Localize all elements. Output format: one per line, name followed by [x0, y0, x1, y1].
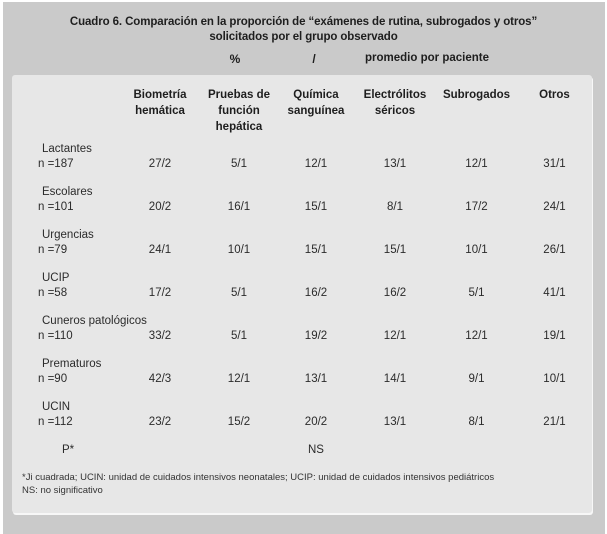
- value-cell: 13/1: [304, 373, 328, 385]
- value-cell: 10/1: [543, 373, 566, 385]
- table-title-line2: solicitados por el grupo observado: [209, 31, 398, 43]
- row-group-label: Cuneros patológicos: [42, 315, 147, 327]
- measure-row: [0, 52, 607, 66]
- header-row: [12, 75, 592, 135]
- value-cell: 12/1: [383, 330, 407, 342]
- value-cell: 5/1: [231, 287, 247, 299]
- value-cell: 9/1: [468, 373, 485, 385]
- table-panel: [12, 75, 592, 513]
- value-cell: 13/1: [383, 158, 407, 170]
- measure-label: promedio por paciente: [365, 52, 489, 64]
- table-title-line1: Cuadro 6. Comparación en la proporción de “exámenes de rutina, subrogados y otros”: [69, 16, 538, 28]
- value-cell: 10/1: [465, 244, 488, 256]
- column-header-subrogados: Subrogados: [442, 89, 511, 101]
- row-label-cell: [12, 357, 120, 387]
- row-label-cell: [12, 314, 147, 344]
- table-row-urgencias: [12, 215, 592, 258]
- row-group-label: Prematuros: [42, 358, 102, 370]
- value-cell: 19/1: [543, 330, 566, 342]
- p-value-row: [12, 430, 592, 458]
- column-header-quimica-sanguinea: Química sanguínea: [287, 89, 345, 117]
- value-cell: 17/2: [465, 201, 488, 213]
- value-cell: 12/1: [465, 330, 488, 342]
- table-row-prematuros: [12, 344, 592, 387]
- footnotes: [12, 471, 592, 497]
- row-label-cell: [12, 228, 120, 258]
- header-spacer: [12, 87, 120, 135]
- row-group-label: UCIN: [42, 401, 71, 413]
- value-cell: 15/1: [383, 244, 407, 256]
- row-label-cell: [12, 271, 120, 301]
- row-label-cell: [12, 400, 120, 430]
- value-cell: 33/2: [148, 330, 172, 342]
- value-cell: 24/1: [543, 201, 566, 213]
- table-row-escolares: [12, 172, 592, 215]
- value-cell: 21/1: [543, 416, 566, 428]
- value-cell: 26/1: [543, 244, 566, 256]
- value-cell: 20/2: [148, 201, 172, 213]
- footnote-line-1: *Ji cuadrada; UCIN: unidad de cuidados intensivos neonatales; UCIP: unidad de cuidados intensivos pediátricos: [22, 472, 495, 483]
- percent-symbol: %: [229, 52, 241, 66]
- row-n-label: n =112: [38, 416, 73, 428]
- value-cell: 8/1: [387, 201, 403, 213]
- row-n-label: n =58: [38, 287, 68, 299]
- column-header-biometria-hematica: Biometría hemática: [133, 89, 187, 117]
- value-cell: 15/1: [304, 201, 328, 213]
- value-cell: 12/1: [465, 158, 488, 170]
- value-cell: 5/1: [468, 287, 485, 299]
- column-header-pruebas-funcion-hepatica: Pruebas de función hepática: [208, 89, 270, 133]
- value-cell: 24/1: [148, 244, 172, 256]
- value-cell: 27/2: [148, 158, 172, 170]
- value-cell: 10/1: [227, 244, 251, 256]
- value-cell: 14/1: [383, 373, 407, 385]
- value-cell: 41/1: [543, 287, 566, 299]
- value-cell: 19/2: [304, 330, 328, 342]
- value-cell: 16/1: [227, 201, 251, 213]
- value-cell: 8/1: [468, 416, 485, 428]
- p-row-value: NS: [308, 444, 324, 456]
- value-cell: 15/2: [227, 416, 251, 428]
- table-title: [0, 0, 607, 45]
- value-cell: 16/2: [304, 287, 328, 299]
- value-cell: 16/2: [383, 287, 407, 299]
- row-n-label: n =110: [38, 330, 73, 342]
- table-row-cuneros-patologicos: [12, 301, 592, 344]
- table-row-ucin: [12, 387, 592, 430]
- row-group-label: UCIP: [42, 272, 70, 284]
- row-n-label: n =187: [38, 158, 74, 170]
- table-row-lactantes: [12, 135, 592, 172]
- value-cell: 12/1: [304, 158, 328, 170]
- value-cell: 20/2: [304, 416, 328, 428]
- row-n-label: n =79: [38, 244, 68, 256]
- footnote-line-2: NS: no significativo: [22, 485, 103, 496]
- p-row-label: P*: [62, 444, 75, 456]
- row-group-label: Urgencias: [42, 229, 94, 241]
- value-cell: 5/1: [231, 158, 247, 170]
- row-group-label: Escolares: [42, 186, 93, 198]
- value-cell: 31/1: [543, 158, 566, 170]
- row-n-label: n =101: [38, 201, 74, 213]
- value-cell: 5/1: [231, 330, 247, 342]
- row-label-cell: [12, 142, 120, 172]
- value-cell: 42/3: [148, 373, 172, 385]
- row-label-cell: [12, 185, 120, 215]
- value-cell: 15/1: [304, 244, 328, 256]
- column-header-electrolitos-sericos: Electrólitos séricos: [363, 89, 427, 117]
- value-cell: 12/1: [227, 373, 251, 385]
- row-group-label: Lactantes: [42, 143, 92, 155]
- value-cell: 13/1: [383, 416, 407, 428]
- slash-symbol: /: [312, 52, 316, 66]
- column-header-otros: Otros: [539, 89, 570, 101]
- table-row-ucip: [12, 258, 592, 301]
- value-cell: 23/2: [148, 416, 172, 428]
- value-cell: 17/2: [148, 287, 172, 299]
- row-n-label: n =90: [38, 373, 68, 385]
